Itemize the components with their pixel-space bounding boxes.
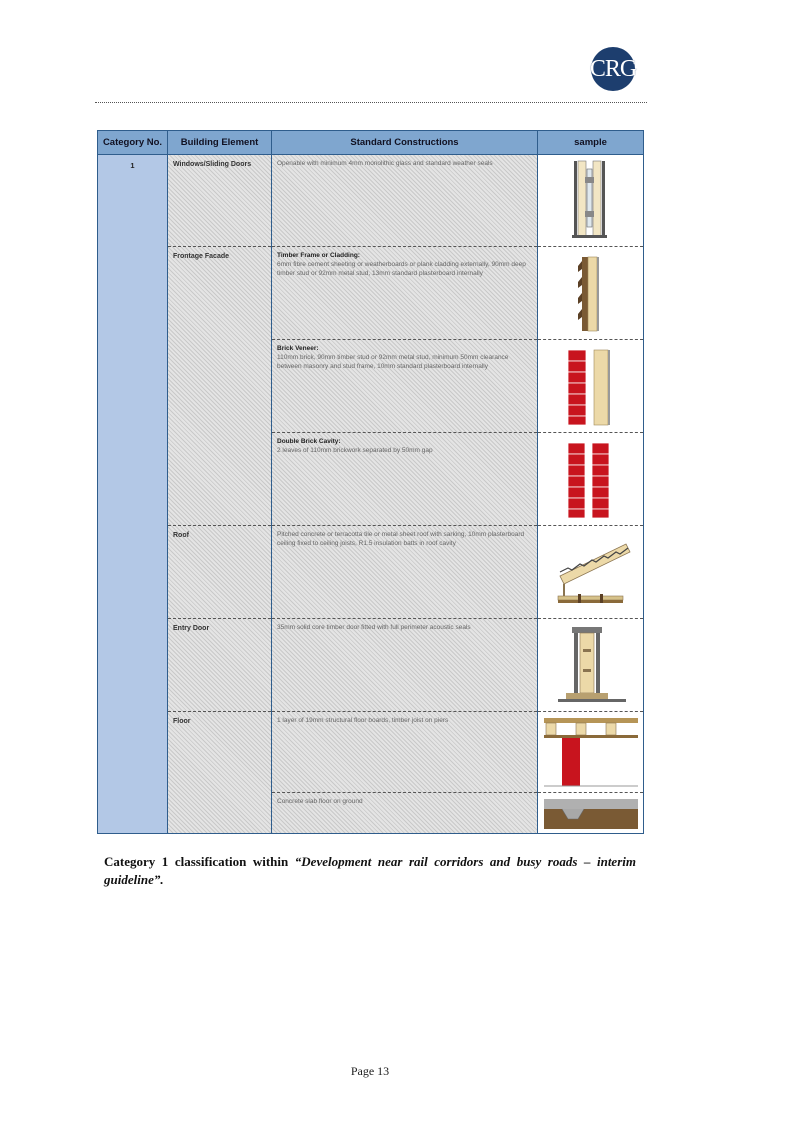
roof-section-icon: [538, 526, 643, 619]
header-category: Category No.: [98, 131, 168, 155]
construction-cell: [272, 247, 537, 340]
header-sample: sample: [538, 131, 643, 155]
construction-text: Openable with minimum 4mm monolithic glass and standard weather seals: [277, 160, 493, 167]
logo-text: CRG: [589, 56, 637, 82]
construction-title: Timber Frame or Cladding:: [277, 252, 360, 259]
header-building-element: Building Element: [168, 131, 272, 155]
element-cell: [168, 712, 271, 833]
brick-veneer-section-icon: [538, 340, 643, 433]
construction-title: Brick Veneer:: [277, 345, 319, 352]
construction-title: Double Brick Cavity:: [277, 438, 341, 445]
header-dotted-rule: [95, 102, 647, 103]
construction-text: 110mm brick, 90mm timber stud or 92mm metal stud, minimum 50mm clearance between masonry and stud frame, 10mm standard plasterboard internally: [277, 353, 509, 370]
construction-text: 6mm fibre cement sheeting or weatherboards or plank cladding externally, 90mm deep timber stud or 92mm metal stud, 13mm standard plasterboard internally: [277, 260, 526, 277]
caption-guideline-title: “Development near rail corridors and busy roads – interim guideline”.: [104, 854, 636, 887]
element-cell: [168, 526, 271, 619]
construction-cell: [272, 155, 537, 247]
construction-cell: [272, 712, 537, 793]
element-label: Roof: [173, 532, 189, 539]
construction-text: Pitched concrete or terracotta tile or metal sheet roof with sarking, 10mm plasterboard ceiling fixed to ceiling joists, R1.5 insulation batts in roof cavity: [277, 531, 525, 547]
constructions-table: [97, 130, 644, 834]
construction-text: 1 layer of 19mm structural floor boards, timber joist on piers: [277, 717, 449, 724]
caption-lead: Category 1 classification within: [104, 854, 295, 869]
sample-column: [538, 155, 643, 833]
construction-cell: [272, 340, 537, 433]
double-brick-section-icon: [538, 433, 643, 526]
building-element-column: [168, 155, 272, 833]
crg-logo: [583, 47, 641, 93]
element-cell: [168, 619, 271, 712]
category-number: 1: [130, 161, 135, 170]
window-section-icon: [538, 155, 643, 247]
category-column: [98, 155, 168, 833]
construction-text: Concrete slab floor on ground: [277, 798, 363, 805]
constructions-column: [272, 155, 538, 833]
construction-cell: [272, 619, 537, 712]
element-label: Entry Door: [173, 625, 210, 632]
concrete-slab-section-icon: [538, 793, 643, 833]
construction-text: 35mm solid core timber door fitted with full perimeter acoustic seals: [277, 624, 471, 631]
element-label: Floor: [173, 718, 191, 725]
construction-cell: [272, 526, 537, 619]
construction-cell: [272, 433, 537, 526]
page-number: Page 13: [350, 1064, 390, 1078]
table-caption: [104, 853, 636, 889]
element-cell: [168, 247, 271, 526]
construction-cell: [272, 793, 537, 833]
header-standard-constructions: Standard Constructions: [272, 131, 538, 155]
element-cell: [168, 155, 271, 247]
element-label: Windows/Sliding Doors: [173, 161, 252, 168]
timber-floor-section-icon: [538, 712, 643, 793]
construction-text: 2 leaves of 110mm brickwork separated by 50mm gap: [277, 446, 433, 454]
timber-frame-section-icon: [538, 247, 643, 340]
entry-door-section-icon: [538, 619, 643, 712]
element-label: Frontage Facade: [173, 253, 230, 260]
